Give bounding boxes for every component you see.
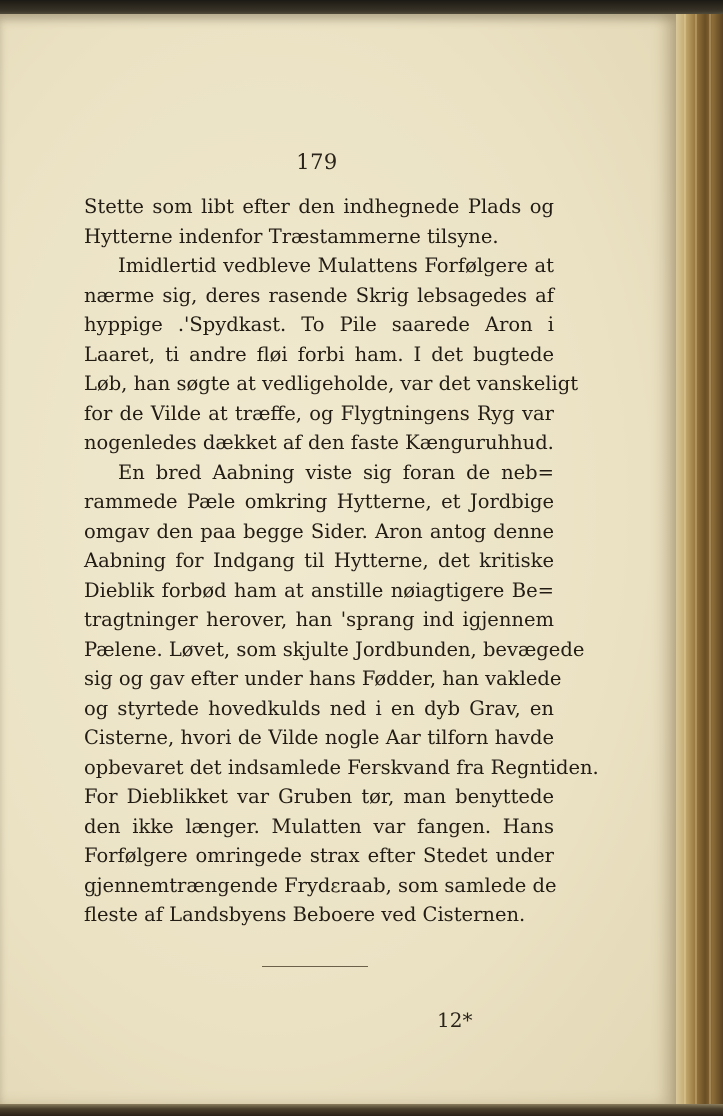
text-line: hyppige .'Spydkast. To Pile saarede Aron i — [84, 313, 554, 336]
text-line: For Dieblikket var Gruben tør, man benyttede — [84, 785, 554, 808]
book-page — [0, 14, 676, 1106]
book-bottom-edge — [0, 1104, 723, 1116]
page-body-text — [84, 192, 599, 930]
text-line: nærme sig, deres rasende Skrig lebsagedes af — [84, 283, 554, 307]
footer-rule — [262, 966, 368, 967]
text-line: Stette som libt efter den indhegnede Plads og — [84, 195, 554, 218]
text-line: Dieblik forbød ham at anstille nøiagtigere Be= — [84, 578, 554, 602]
text-line: Aabning for Indgang til Hytterne, det kritiske — [84, 549, 554, 572]
text-line: sig og gav efter under hans Fødder, han vaklede — [84, 667, 562, 690]
text-line: Laaret, ti andre fløi forbi ham. I det bugtede — [84, 342, 554, 366]
text-line: En bred Aabning viste sig foran de neb= — [118, 460, 554, 484]
book-spine-edge — [676, 14, 723, 1106]
text-line: rammede Pæle omkring Hytterne, et Jordbige — [84, 490, 554, 513]
text-line: Cisterne, hvori de Vilde nogle Aar tilforn havde — [84, 726, 554, 749]
text-line: omgav den paa begge Sider. Aron antog denne — [84, 519, 554, 543]
text-line: Forfølgere omringede strax efter Stedet under — [84, 844, 554, 867]
text-line: den ikke længer. Mulatten var fangen. Hans — [84, 814, 554, 838]
page-number: 179 — [296, 150, 338, 174]
text-line: Hytterne indenfor Træstammerne tilsyne. — [84, 224, 499, 248]
text-line: Pælene. Løvet, som skjulte Jordbunden, bevægede — [84, 637, 585, 661]
signature-mark: 12* — [437, 1008, 473, 1032]
text-line: opbevaret det indsamlede Ferskvand fra Regntiden. — [84, 755, 599, 779]
text-line: Imidlertid vedbleve Mulattens Forfølgere at — [118, 254, 554, 277]
text-line: tragtninger herover, han 'sprang ind igjennem — [84, 608, 554, 631]
text-line: fleste af Landsbyens Beboere ved Cisternen. — [84, 903, 526, 926]
text-line: nogenledes dækket af den faste Kænguruhhud. — [84, 431, 554, 454]
text-line: gjennemtrængende Frydεraab, som samlede de — [84, 873, 557, 897]
text-line: Løb, han søgte at vedligeholde, var det vanskeligt — [84, 372, 579, 395]
text-line: for de Vilde at træffe, og Flygtningens Ryg var — [84, 401, 554, 425]
text-line: og styrtede hovedkulds ned i en dyb Grav, en — [84, 696, 554, 720]
